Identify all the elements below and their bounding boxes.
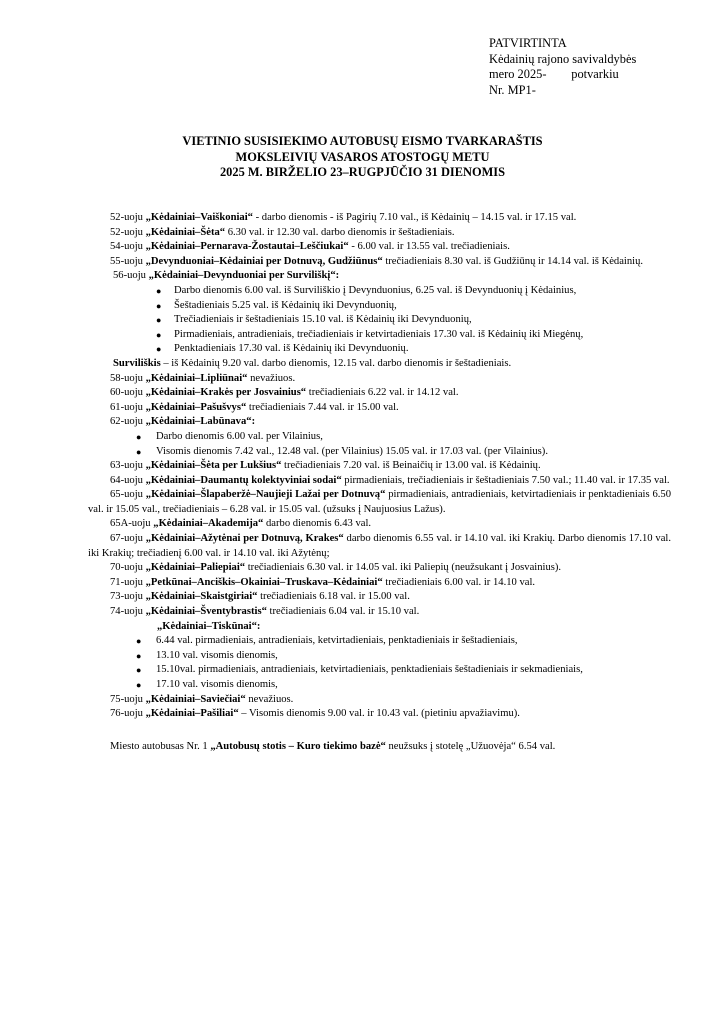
list-item <box>88 284 671 299</box>
list-item-text: 15.10val. pirmadieniais, antradieniais, ketvirtadieniais, penktadieniais šeštadieniais ir sekmadieniais, <box>156 664 583 676</box>
route-number: 55-uoju <box>110 255 146 267</box>
approval-line: mero 2025- potvarkiu <box>489 67 619 81</box>
title-line: MOKSLEIVIŲ VASAROS ATOSTOGŲ METU <box>235 149 490 164</box>
route-number: 58-uoju <box>110 372 146 384</box>
route-name: „Kėdainiai–Tiskūnai“: <box>157 620 261 632</box>
route-times: trečiadieniais 6.22 val. ir 14.12 val. <box>306 387 459 399</box>
route-name: „Kėdainiai–Šventybrastis“ <box>145 606 267 618</box>
schedule-content <box>88 211 671 754</box>
route-times: – Visomis dienomis 9.00 val. ir 10.43 val. (pietiniu apvažiavimu). <box>238 708 520 720</box>
route-times: pirmadieniais, trečiadieniais ir šeštadieniais 7.50 val.; 11.40 val. ir 17.35 val. <box>341 474 670 486</box>
route-75 <box>88 693 671 708</box>
route-60 <box>88 386 671 401</box>
city-bus-note <box>88 740 671 755</box>
route-name: „Kėdainiai–Akademija“ <box>153 518 264 530</box>
route-times: - 6.00 val. ir 13.55 val. trečiadieniais. <box>348 241 510 253</box>
surviliskis-note <box>88 357 671 372</box>
route-number: 64-uoju <box>110 474 146 486</box>
list-item-text: Šeštadieniais 5.25 val. iš Kėdainių iki Devynduonių, <box>174 299 397 311</box>
route-name: „Kėdainiai–Vaiškoniai“ <box>145 212 253 223</box>
bullet-icon: ● <box>136 636 142 647</box>
bullet-icon: ● <box>136 665 142 676</box>
route-times: trečiadieniais 7.44 val. ir 15.00 val. <box>246 401 399 413</box>
route-number: 75-uoju <box>110 693 146 705</box>
route-name: Surviliškis <box>113 357 161 369</box>
route-67 <box>88 532 671 561</box>
route-64 <box>88 474 671 489</box>
route-name: „Autobusų stotis – Kuro tiekimo bazė“ <box>210 740 386 752</box>
route-tiskunai <box>88 620 671 635</box>
approval-line: PATVIRTINTA <box>489 36 567 50</box>
list-item-text: Trečiadieniais ir šeštadieniais 15.10 val. iš Kėdainių iki Devynduonių, <box>174 314 472 326</box>
route-58 <box>88 372 671 387</box>
route-times: trečiadieniais 6.00 val. ir 14.10 val. <box>382 576 536 588</box>
route-times: trečiadieniais 7.20 val. iš Beinaičių ir 13.00 val. iš Kėdainių. <box>281 460 541 472</box>
route-times: – iš Kėdainių 9.20 val. darbo dienomis, 12.15 val. darbo dienomis ir šeštadieniais. <box>160 357 512 369</box>
route-name: „Kėdainiai–Labūnava“: <box>145 416 256 428</box>
route-name: „Kėdainiai–Lipliūnai“ <box>145 372 248 384</box>
route-number: 65-uoju <box>110 489 146 501</box>
list-item <box>88 634 671 649</box>
bullet-icon: ● <box>156 300 162 311</box>
list-item <box>88 299 671 314</box>
bullet-icon: ● <box>156 329 162 340</box>
route-number: 67-uoju <box>110 533 146 545</box>
route-name: „Kėdainiai–Krakės per Josvainius“ <box>145 387 307 399</box>
list-item <box>88 313 671 328</box>
route-65a <box>88 517 671 532</box>
route-number: 54-uoju <box>110 241 146 253</box>
route-62-list <box>88 430 671 459</box>
route-number: 62-uoju <box>110 416 146 428</box>
bullet-icon: ● <box>136 431 142 442</box>
route-number: 63-uoju <box>110 460 146 472</box>
route-number: 76-uoju <box>110 708 146 720</box>
route-name: „Kėdainiai–Pernarava-Žostautai–Leščiukai“ <box>145 241 349 253</box>
route-name: „Kėdainiai–Devynduoniai per Surviliškį“: <box>148 270 340 282</box>
route-name: „Kėdainiai–Daumantų kolektyviniai sodai“ <box>145 474 342 486</box>
route-times: pirmadieniais, antradieniais, ketvirtadieniais ir penktadieniais 6.50 val. ir 15.05 val., trečiadieniais – 6.28 val. ir 15.05 val. (užsuks į Naujuosius Lažus). <box>88 489 671 515</box>
title-line: VIETINIO SUSISIEKIMO AUTOBUSŲ EISMO TVARKARAŠTIS <box>182 134 543 148</box>
list-item <box>88 342 671 357</box>
route-74 <box>88 605 671 620</box>
route-number: 65A-uoju <box>110 518 154 530</box>
list-item-text: 13.10 val. visomis dienomis, <box>156 649 278 661</box>
bullet-icon: ● <box>136 650 142 661</box>
document-title <box>60 134 665 181</box>
route-name: „Kėdainiai–Pašušvys“ <box>145 401 247 413</box>
route-number: Miesto autobusas Nr. 1 <box>110 740 211 752</box>
route-times: 6.30 val. ir 12.30 val. darbo dienomis ir šeštadieniais. <box>225 226 455 238</box>
route-times: nevažiuos. <box>245 693 294 705</box>
list-item <box>88 445 671 460</box>
title-line: 2025 M. BIRŽELIO 23–RUGPJŪČIO 31 DIENOMIS <box>219 165 505 179</box>
route-name: „Kėdainiai–Šlapaberžė–Naujieji Lažai per Dotnuvą“ <box>145 489 386 501</box>
route-times: darbo dienomis 6.43 val. <box>263 518 372 530</box>
list-item-text: Darbo dienomis 6.00 val. per Vilainius, <box>156 430 323 442</box>
bullet-icon: ● <box>156 285 162 296</box>
route-number: 56-uoju <box>113 270 149 282</box>
route-name: „Petkūnai–Anciškis–Okainiai–Truskava–Kėdainiai“ <box>145 576 383 588</box>
route-63 <box>88 459 671 474</box>
list-item-text: Darbo dienomis 6.00 val. iš Surviliškio į Devynduonius, 6.25 val. iš Devynduonių į Kėdainius, <box>174 284 577 296</box>
route-times: - darbo dienomis - iš Pagirių 7.10 val., iš Kėdainių – 14.15 val. ir 17.15 val. <box>252 212 577 223</box>
route-number: 52-uoju <box>110 226 146 238</box>
route-times: nevažiuos. <box>247 372 296 384</box>
list-item-text: 6.44 val. pirmadieniais, antradieniais, ketvirtadieniais, penktadieniais ir šeštadieniais, <box>156 635 518 647</box>
route-73 <box>88 590 671 605</box>
route-times: darbo dienomis 6.55 val. ir 14.10 val. iki Krakių. Darbo dienomis 17.10 val. iki Krakių; trečiadienį 6.00 val. ir 14.10 val. iki Ažytėnų; <box>88 533 671 559</box>
route-56-list <box>88 284 671 357</box>
route-times: neužsuks į stotelę „Užuovėja“ 6.54 val. <box>385 740 556 752</box>
approval-line: Kėdainių rajono savivaldybės <box>489 51 637 66</box>
route-name: „Kėdainiai–Šėta per Lukšius“ <box>145 460 282 472</box>
route-61 <box>88 401 671 416</box>
route-name: „Kėdainiai–Paliepiai“ <box>145 562 246 574</box>
bullet-icon: ● <box>156 315 162 326</box>
list-item-text: Visomis dienomis 7.42 val., 12.48 val. (per Vilainius) 15.05 val. ir 17.03 val. (per Vilainius). <box>156 445 548 457</box>
route-name: „Kėdainiai–Skaistgiriai“ <box>145 591 258 603</box>
route-52-seta <box>88 226 671 241</box>
route-name: „Kėdainiai–Ažytėnai per Dotnuvą, Krakes“ <box>145 533 344 545</box>
list-item-text: 17.10 val. visomis dienomis, <box>156 679 278 690</box>
route-name: „Kėdainiai–Šėta“ <box>145 226 226 238</box>
list-item <box>88 663 671 678</box>
route-71 <box>88 576 671 591</box>
route-number: 52-uoju <box>110 212 146 223</box>
route-56 <box>88 269 671 284</box>
route-name: „Devynduoniai–Kėdainiai per Dotnuvą, Gudžiūnus“ <box>145 255 383 267</box>
route-times: trečiadieniais 6.04 val. ir 15.10 val. <box>266 606 420 618</box>
bullet-icon: ● <box>156 344 162 355</box>
route-number: 70-uoju <box>110 562 146 574</box>
list-item <box>88 649 671 664</box>
route-number: 60-uoju <box>110 387 146 399</box>
route-number: 61-uoju <box>110 401 146 413</box>
route-55 <box>88 255 671 270</box>
approval-line: Nr. MP1- <box>489 82 536 97</box>
list-item-text: Penktadieniais 17.30 val. iš Kėdainių iki Devynduonių. <box>174 343 409 355</box>
route-54 <box>88 240 671 255</box>
list-item <box>88 430 671 445</box>
route-number: 73-uoju <box>110 591 146 603</box>
bullet-icon: ● <box>136 446 142 457</box>
route-number: 71-uoju <box>110 576 146 588</box>
route-name: „Kėdainiai–Saviečiai“ <box>145 693 246 705</box>
list-item <box>88 678 671 693</box>
route-times: trečiadieniais 6.30 val. ir 14.05 val. iki Paliepių (neužsukant į Josvainius). <box>245 562 562 574</box>
route-name: „Kėdainiai–Pašiliai“ <box>145 708 239 720</box>
list-item-text: Pirmadieniais, antradieniais, trečiadieniais ir ketvirtadieniais 17.30 val. iš Kėdainių iki Miegėnų, <box>174 328 584 340</box>
route-76 <box>88 707 671 722</box>
route-times: trečiadieniais 6.18 val. ir 15.00 val. <box>257 591 410 603</box>
approval-block <box>489 36 636 98</box>
route-65 <box>88 488 671 517</box>
route-62 <box>88 415 671 430</box>
route-70 <box>88 561 671 576</box>
list-item <box>88 328 671 343</box>
route-number: 74-uoju <box>110 606 146 618</box>
bullet-icon: ● <box>136 680 142 690</box>
route-tiskunai-list <box>88 634 671 692</box>
route-52-vaiskoniai <box>88 211 671 226</box>
route-times: trečiadieniais 8.30 val. iš Gudžiūnų ir 14.14 val. iš Kėdainių. <box>382 255 644 267</box>
